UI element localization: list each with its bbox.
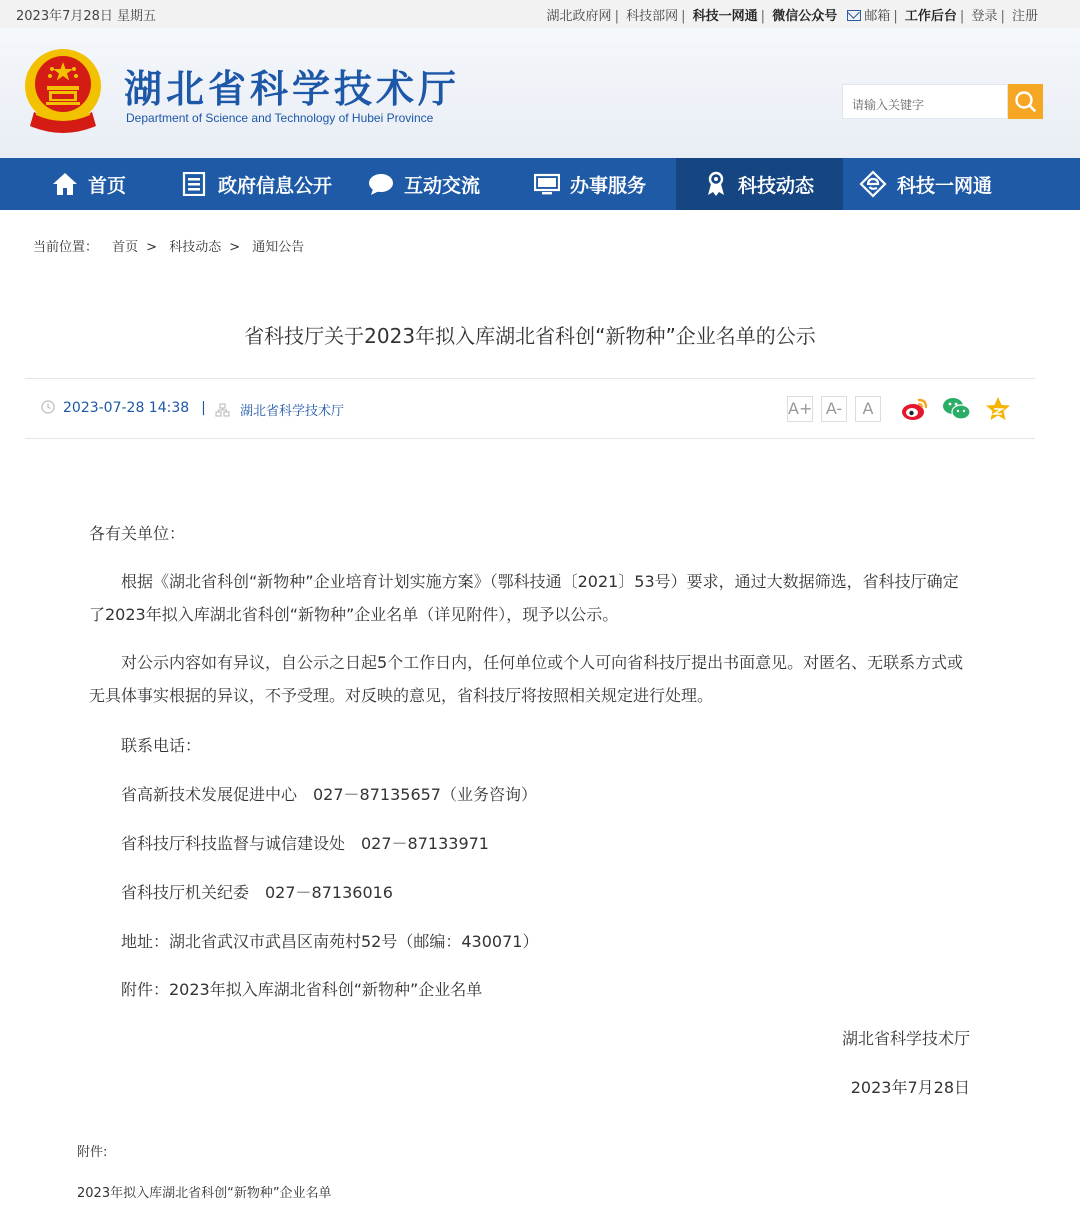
attachment-label: 附件: <box>77 1145 108 1160</box>
sitemap-icon <box>215 403 230 417</box>
signature-date: 2023年7月28日 <box>850 1078 970 1097</box>
attachment-link[interactable]: 2023年拟入库湖北省科创“新物种”企业名单 <box>77 1186 332 1201</box>
main-nav <box>0 158 1080 210</box>
nav-label: 政府信息公开 <box>218 174 333 197</box>
breadcrumb-label: 当前位置： <box>33 240 99 255</box>
address-line: 地址：湖北省武汉市武昌区南苑村52号（邮编：430071） <box>121 932 539 951</box>
nav-item-keji-yiwangtong[interactable] <box>843 158 1080 210</box>
font-size-default-button[interactable]: A <box>855 396 881 422</box>
divider: | <box>1000 9 1005 24</box>
e-circle-icon <box>859 170 887 198</box>
salutation: 各有关单位： <box>89 524 186 543</box>
link-mailbox[interactable] <box>847 9 890 24</box>
favorite-star-icon <box>983 394 1013 424</box>
mail-icon <box>847 10 861 21</box>
contact-line-3: 省科技厅机关纪委 027－87136016 <box>121 883 393 902</box>
font-size-decrease-button[interactable]: A- <box>821 396 847 422</box>
divider: | <box>681 9 686 24</box>
contact-line-1: 省高新技术发展促进中心 027－87135657（业务咨询） <box>121 785 537 804</box>
nav-item-gov-info[interactable] <box>155 158 342 210</box>
wechat-icon <box>942 394 972 424</box>
site-title: 湖北省科学技术厅 <box>124 66 461 111</box>
site-header <box>0 28 1080 158</box>
nav-label: 首页 <box>88 174 127 197</box>
divider <box>840 9 844 24</box>
font-size-increase-button[interactable]: A+ <box>787 396 813 422</box>
nav-item-home[interactable] <box>0 158 155 210</box>
current-date: 2023年7月28日 星期五 <box>16 9 157 24</box>
search-input[interactable]: 请输入关键字 <box>842 84 1008 119</box>
divider: | <box>893 9 898 24</box>
paragraph-2: 对公示内容如有异议，自公示之日起5个工作日内，任何单位或个人可向省科技厅提出书面意见。对匿名、无联系方式或无具体事实根据的异议，不予受理。对反映的意见，省科技厅将按照相关规定进行处理。 <box>89 653 964 705</box>
signature: 湖北省科学技术厅 <box>841 1029 970 1048</box>
article-title: 省科技厅关于2023年拟入库湖北省科创“新物种”企业名单的公示 <box>244 324 816 348</box>
site-subtitle: Department of Science and Technology of Hubei Province <box>126 111 434 125</box>
breadcrumb-home[interactable]: 首页 <box>112 240 139 255</box>
breadcrumb-separator: > <box>146 240 158 255</box>
share-weibo-button[interactable] <box>900 394 930 424</box>
national-emblem-logo[interactable] <box>22 48 104 136</box>
register-link[interactable]: 注册 <box>1011 9 1038 24</box>
article-meta-bar <box>25 378 1035 439</box>
contact-label: 联系电话： <box>121 736 202 755</box>
search-icon <box>1008 84 1043 119</box>
top-utility-bar <box>0 0 1080 28</box>
login-link[interactable]: 登录 <box>971 9 998 24</box>
search-button[interactable] <box>1008 84 1043 119</box>
link-hubei-gov[interactable]: 湖北政府网 <box>546 9 612 24</box>
person-award-icon <box>704 171 728 197</box>
home-icon <box>52 172 78 196</box>
source-name: 湖北省科学技术厅 <box>240 404 345 419</box>
breadcrumb-notice[interactable]: 通知公告 <box>252 240 305 255</box>
weibo-icon <box>900 394 930 424</box>
contact-line-2: 省科技厅科技监督与诚信建设处 027－87133971 <box>121 834 489 853</box>
nav-item-tech-news[interactable] <box>676 158 843 210</box>
breadcrumb-separator: > <box>229 240 241 255</box>
divider: | <box>760 9 766 24</box>
attachment-line: 附件：2023年拟入库湖北省科创“新物种”企业名单 <box>121 980 483 999</box>
monitor-icon <box>534 172 560 196</box>
divider: | <box>959 9 965 24</box>
clock-icon <box>41 400 55 414</box>
link-wechat-account[interactable]: 微信公众号 <box>772 9 838 24</box>
chat-bubble-icon <box>368 172 394 196</box>
breadcrumb-tech-news[interactable]: 科技动态 <box>169 240 222 255</box>
nav-label: 科技一网通 <box>897 174 993 197</box>
favorite-button[interactable] <box>983 394 1013 424</box>
share-wechat-button[interactable] <box>942 394 972 424</box>
document-list-icon <box>182 172 208 196</box>
publish-datetime: 2023-07-28 14:38 <box>63 400 190 416</box>
nav-item-interaction[interactable] <box>342 158 508 210</box>
nav-label: 互动交流 <box>404 174 481 197</box>
nav-item-services[interactable] <box>508 158 676 210</box>
top-links <box>547 5 1038 24</box>
link-most[interactable]: 科技部网 <box>626 9 679 24</box>
article-source <box>215 400 344 419</box>
nav-label: 办事服务 <box>570 174 647 197</box>
breadcrumb <box>33 236 304 255</box>
link-keji-yiwangtong[interactable]: 科技一网通 <box>692 9 758 24</box>
mailbox-label: 邮箱 <box>864 9 891 24</box>
nav-label: 科技动态 <box>738 174 815 197</box>
divider: | <box>614 9 619 24</box>
paragraph-1: 根据《湖北省科创“新物种”企业培育计划实施方案》（鄂科技通〔2021〕53号）要求，通过大数据筛选，省科技厅确定了2023年拟入库湖北省科创“新物种”企业名单（详见附件），现予以公示。 <box>89 572 959 624</box>
link-work-backend[interactable]: 工作后台 <box>904 9 957 24</box>
publish-info <box>41 400 218 416</box>
divider: | <box>201 400 206 416</box>
